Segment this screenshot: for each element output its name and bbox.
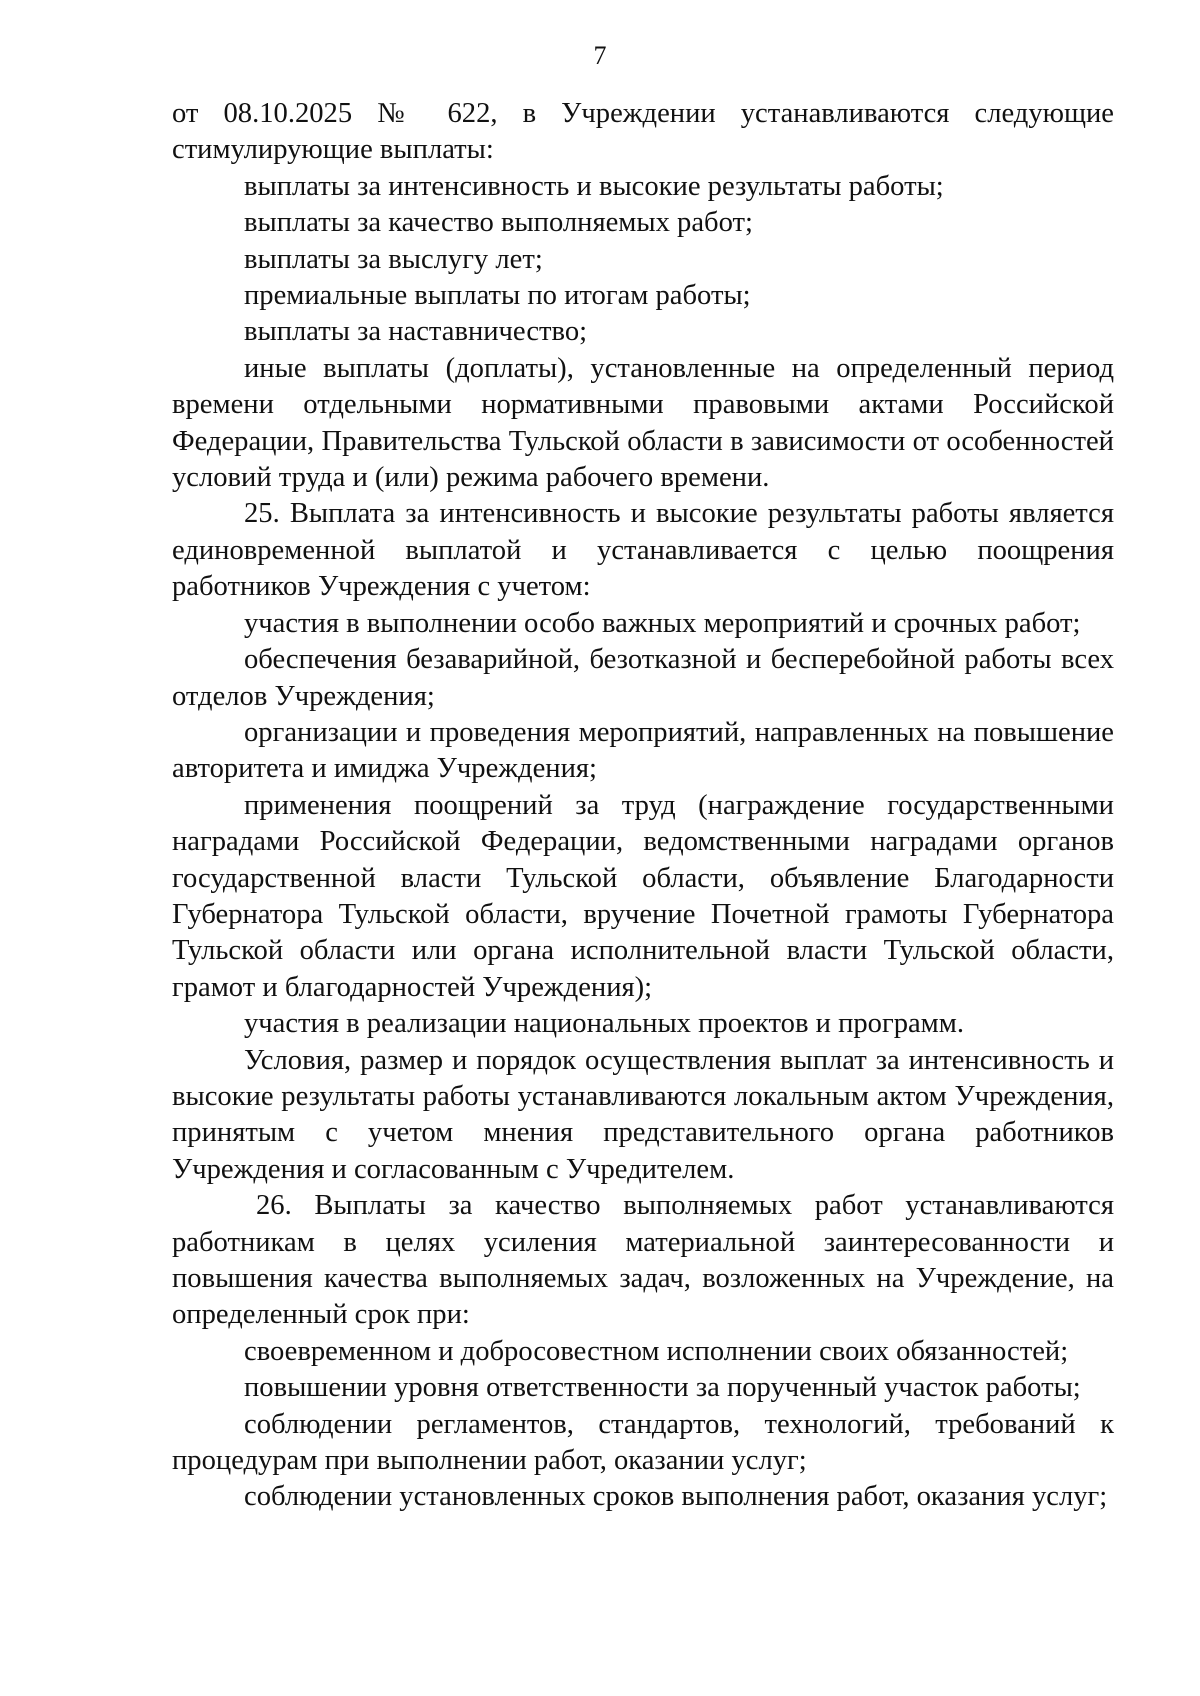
list-item: соблюдении установленных сроков выполнения работ, оказания услуг; [244,1481,1108,1513]
clause-26: 26. Выплаты за качество выполняемых работ устанавливаются работникам в целях усиления материальной заинтересованности и повышения качества выполняемых задач, возложенных на Учреждение, на определенный срок при: [172,1190,1114,1331]
list-item: выплаты за выслугу лет; [244,243,543,275]
list-item: премиальные выплаты по итогам работы; [244,280,751,312]
list-item: применения поощрений за труд (награждение государственными наградами Российской Федерации, ведомственными наградами органов государственной власти Тульской области, объявление Благодарности Губернатора Тульской области, вручение Почетной грамоты Губернатора Тульской области или органа исполнительной власти Тульской области, грамот и благодарностей Учреждения); [172,789,1114,1003]
list-item: соблюдении регламентов, стандартов, технологий, требований к процедурам при выполнении работ, оказании услуг; [172,1408,1114,1477]
list-item: выплаты за наставничество; [244,316,588,348]
list-item: своевременном и добросовестном исполнении своих обязанностей; [244,1335,1069,1367]
list-item: участия в реализации национальных проектов и программ. [244,1008,965,1040]
list-item: выплаты за интенсивность и высокие результаты работы; [244,170,944,202]
paragraph: Условия, размер и порядок осуществления выплат за интенсивность и высокие результаты работы устанавливаются локальным актом Учреждения, принятым с учетом мнения представительного органа работников Учреждения и согласованным с Учредителем. [172,1044,1114,1185]
list-item: участия в выполнении особо важных мероприятий и срочных работ; [244,607,1081,639]
list-item: обеспечения безаварийной, безотказной и бесперебойной работы всех отделов Учреждения; [172,644,1114,712]
document-body [172,96,1114,1516]
page-number: 7 [593,41,607,70]
clause-25: 25. Выплата за интенсивность и высокие результаты работы является единовременной выплатой и устанавливается с целью поощрения работников Учреждения с учетом: [172,498,1114,603]
list-item: повышении уровня ответственности за порученный участок работы; [244,1372,1081,1404]
list-item: организации и проведения мероприятий, направленных на повышение авторитета и имиджа Учреждения; [172,716,1114,785]
list-item: иные выплаты (доплаты), установленные на определенный период времени отдельными нормативными правовыми актами Российской Федерации, Правительства Тульской области в зависимости от особенностей условий труда и (или) режима рабочего времени. [172,352,1114,494]
list-item: выплаты за качество выполняемых работ; [244,207,753,239]
paragraph: от 08.10.2025 № 622, в Учреждении устанавливаются следующие стимулирующие выплаты: [172,98,1114,166]
